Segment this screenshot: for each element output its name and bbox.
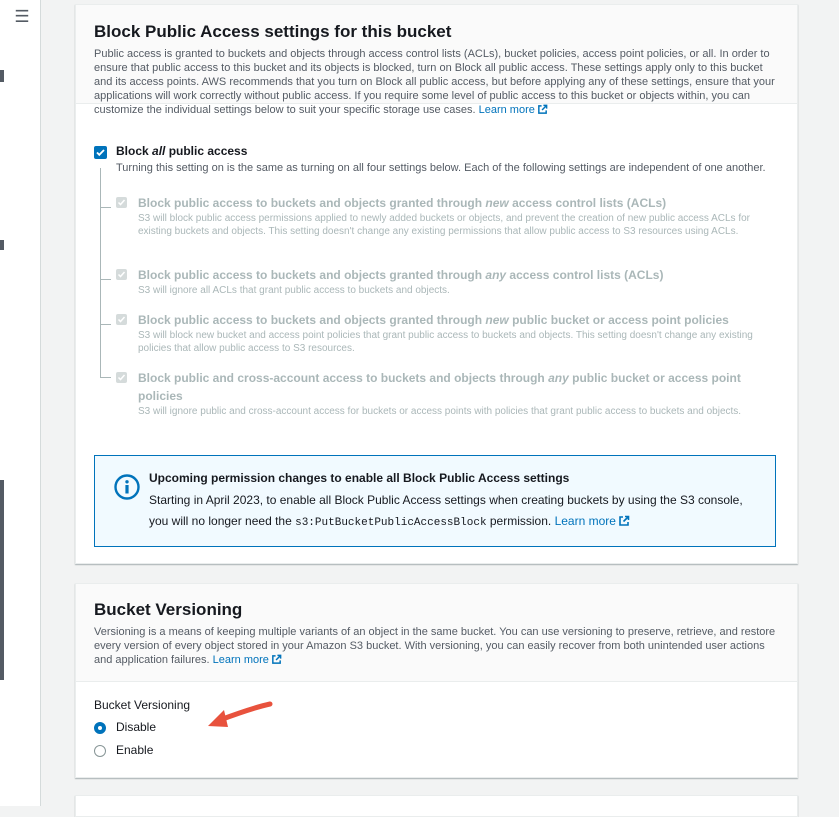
panel-title: Block Public Access settings for this bucket [94,22,452,41]
block-all-public-access-label: Block all public access [116,144,248,158]
checkmark-icon [117,315,126,324]
radio-label: Disable [116,720,157,734]
rail-edge-mark [0,480,4,680]
next-panel-edge [75,795,798,817]
panel-description-text: Versioning is a means of keeping multiple variants of an object in the same bucket. You can use versioning to preserve, retrieve, and restore every version of every object stored in your Amazon S3 bucket. With versioning, you can easily recover from both unintended user actions and application failures. [94,626,776,666]
setting-description: S3 will block public access permissions applied to newly added buckets or objects, and prevent the creation of new public access ACLs for existing buckets and objects. This setting doesn't change any existing permissions that allow public access to S3 resources using ACLs. [138,213,750,237]
setting-title: Block public access to buckets and objects granted through new public bucket or access point policies [138,313,729,327]
learn-more-label: Learn more [478,104,535,116]
setting-block-new-acls [116,194,786,238]
learn-more-link[interactable] [479,104,548,116]
tree-branch [100,324,111,325]
tree-branch [100,377,111,378]
info-icon [114,474,140,500]
panel-description [94,47,779,117]
setting-checkbox-disabled [116,314,127,325]
notice-text: Starting in April 2023, to enable all Block Public Access settings when creating buckets by using the S3 console, you will no longer need the s3:PutBucketPublicAccessBlock permission. Learn more [149,493,743,529]
setting-description: S3 will block new bucket and access point policies that grant public access to buckets and objects. This setting doesn't change any existing policies that allow public access to S3 resources. [138,330,753,354]
setting-block-new-policies [116,311,786,355]
tree-branch [100,207,111,208]
bucket-versioning-field-label: Bucket Versioning [94,698,191,712]
permission-changes-notice [94,455,776,547]
setting-checkbox-disabled [116,197,127,208]
rail-edge-mark [0,70,4,82]
setting-title: Block public and cross-account access to buckets and objects through any public bucket or access point policies [138,371,741,403]
external-link-icon [618,515,630,527]
permission-code: s3:PutBucketPublicAccessBlock [295,517,487,529]
block-public-access-panel [75,4,798,564]
setting-description: S3 will ignore public and cross-account access for buckets or access points with policies that grant public access to buckets and objects. [138,406,742,417]
panel-description [94,625,779,667]
bucket-versioning-panel [75,583,798,778]
checkmark-icon [117,373,126,382]
external-link-icon [271,654,282,665]
rail-edge-mark [0,240,4,250]
panel-title: Bucket Versioning [94,600,243,619]
notice-title: Upcoming permission changes to enable all Block Public Access settings [149,471,570,485]
radio-label: Enable [116,743,154,757]
checkmark-icon [117,270,126,279]
setting-block-any-acls [116,266,786,297]
notice-learn-more-link[interactable]: Learn more [555,514,630,528]
setting-block-any-policies [116,369,786,418]
setting-title: Block public access to buckets and objects granted through new access control lists (ACLs) [138,196,667,210]
panel-header [76,5,797,116]
external-link-icon [537,104,548,115]
checkmark-icon [117,198,126,207]
radio-selected[interactable] [94,722,106,734]
left-nav-rail [0,0,41,806]
radio-unselected[interactable] [94,745,106,757]
setting-checkbox-disabled [116,269,127,280]
setting-title: Block public access to buckets and objects granted through any access control lists (ACLs) [138,268,664,282]
block-all-public-access-description: Turning this setting on is the same as turning on all four settings below. Each of the following settings are independent of one another. [116,162,766,174]
tree-branch [100,279,111,280]
tree-connector [100,168,101,377]
learn-more-link[interactable] [213,654,282,666]
hamburger-menu-icon[interactable]: ☰ [14,7,30,26]
block-all-public-access-checkbox[interactable] [94,146,107,159]
setting-description: S3 will ignore all ACLs that grant public access to buckets and objects. [138,285,450,296]
panel-header [76,584,797,682]
learn-more-label: Learn more [212,654,269,666]
panel-description-text: Public access is granted to buckets and objects through access control lists (ACLs), bucket policies, access point policies, or all. In order to ensure that public access to this bucket and its objects is blocked, turn on Block all public access. These settings apply only to this bucket and its access points. AWS recommends that you turn on Block all public access, but before applying any of these settings, ensure that your applications will work correctly without public access. If you require some level of public access to this bucket or objects within, you can customize the individual settings below to suit your specific storage use cases. [94,48,775,116]
annotation-arrow-icon [200,696,280,736]
setting-checkbox-disabled [116,372,127,383]
checkmark-icon [95,147,106,158]
